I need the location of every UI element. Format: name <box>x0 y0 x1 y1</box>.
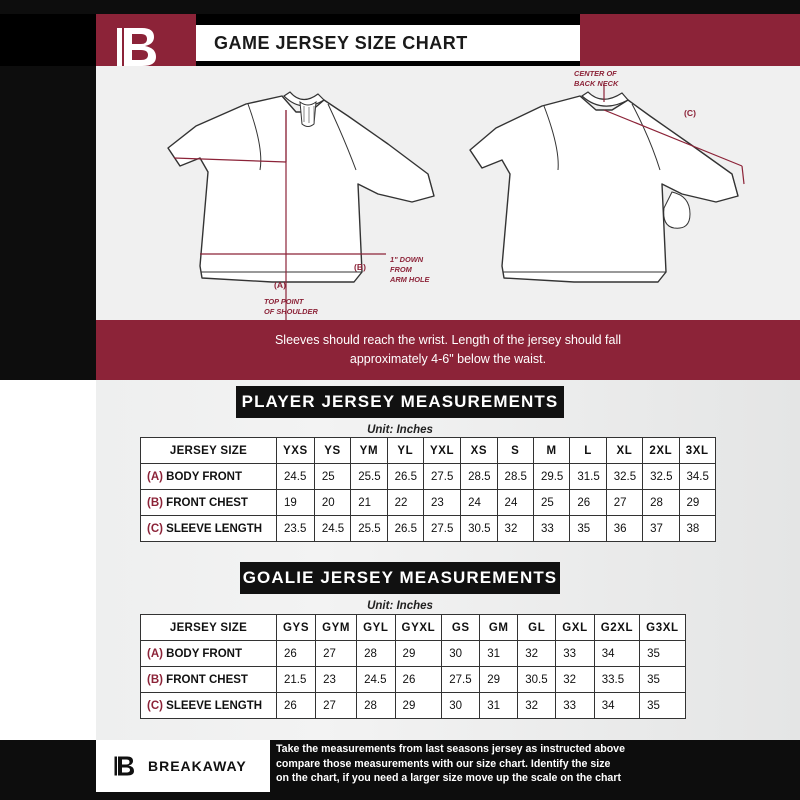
fit-note-line-1: Sleeves should reach the wrist. Length of the jersey should fall <box>274 333 622 347</box>
measurement-cell: 26 <box>277 693 316 719</box>
size-column-header: GYS <box>277 615 316 641</box>
table-row <box>141 693 686 719</box>
footer-instructions-line-1: Take the measurements from last seasons jersey as instructed above <box>276 743 625 755</box>
size-column-header: GYL <box>357 615 395 641</box>
measurement-cell: 32 <box>518 693 556 719</box>
label-a-line2: OF SHOULDER <box>264 307 318 316</box>
breakaway-b-logo-icon <box>112 24 172 70</box>
breakaway-b-logo-icon <box>112 751 142 781</box>
measurement-cell: 30.5 <box>461 516 497 542</box>
table-header-row <box>141 438 716 464</box>
measurement-cell: 28.5 <box>461 464 497 490</box>
measurement-cell: 29 <box>395 693 442 719</box>
measurement-cell: 26 <box>277 641 316 667</box>
measurement-cell: 29 <box>480 667 518 693</box>
size-column-header: YM <box>351 438 387 464</box>
size-column-header: YS <box>314 438 350 464</box>
measurement-cell: 30.5 <box>518 667 556 693</box>
measurement-cell: 24.5 <box>314 516 350 542</box>
measurement-cell: 25.5 <box>351 516 387 542</box>
measurement-cell: 33 <box>533 516 569 542</box>
table-row <box>141 464 716 490</box>
measurement-tag: (A) <box>147 647 167 660</box>
player-measurements-table <box>140 437 716 542</box>
measurement-cell: 28 <box>643 490 679 516</box>
back-jersey-illustration <box>470 69 744 282</box>
measurement-cell: 31.5 <box>570 464 606 490</box>
fit-note-bar <box>96 320 800 380</box>
table-row <box>141 667 686 693</box>
footer-instructions-line-3: on the chart, if you need a larger size move up the scale on the chart <box>276 772 621 785</box>
measurement-cell: 37 <box>643 516 679 542</box>
measurement-row-label: (B) FRONT CHEST <box>141 667 277 693</box>
label-a-tag: (A) <box>274 280 286 290</box>
measurement-cell: 32 <box>497 516 533 542</box>
size-column-header: GL <box>518 615 556 641</box>
measurement-row-label: (C) SLEEVE LENGTH <box>141 516 277 542</box>
measurement-cell: 25.5 <box>351 464 387 490</box>
measurement-cell: 32 <box>518 641 556 667</box>
measurement-cell: 26.5 <box>387 464 423 490</box>
measurement-cell: 29 <box>679 490 715 516</box>
size-column-header: 2XL <box>643 438 679 464</box>
size-column-header: YXL <box>423 438 460 464</box>
measurement-cell: 21 <box>351 490 387 516</box>
measurement-cell: 33 <box>556 641 594 667</box>
table-row <box>141 490 716 516</box>
measurement-cell: 30 <box>442 693 480 719</box>
measurement-cell: 32.5 <box>643 464 679 490</box>
table-row <box>141 641 686 667</box>
size-column-header: YXS <box>277 438 315 464</box>
measurement-cell: 35 <box>640 641 685 667</box>
measurement-cell: 28.5 <box>497 464 533 490</box>
measurement-cell: 24 <box>461 490 497 516</box>
goalie-unit-label: Unit: Inches <box>367 600 433 612</box>
measurement-cell: 38 <box>679 516 715 542</box>
measurement-cell: 24.5 <box>277 464 315 490</box>
size-column-header: G3XL <box>640 615 685 641</box>
measurement-cell: 35 <box>640 667 685 693</box>
player-section-banner-label: PLAYER JERSEY MEASUREMENTS <box>241 392 559 411</box>
fit-note-line-2: approximately 4-6" below the waist. <box>349 352 547 366</box>
footer-instructions-line-2: compare those measurements with our size chart. Identify the size <box>276 757 611 770</box>
label-c-line1: CENTER OF <box>574 69 617 78</box>
measurement-cell: 19 <box>277 490 315 516</box>
measurement-cell: 27.5 <box>442 667 480 693</box>
measurement-cell: 27.5 <box>423 516 460 542</box>
measurement-cell: 34.5 <box>679 464 715 490</box>
measurement-row-label: (A) BODY FRONT <box>141 641 277 667</box>
measurement-cell: 26 <box>395 667 442 693</box>
measurement-cell: 20 <box>314 490 350 516</box>
measurement-cell: 34 <box>594 693 639 719</box>
measurement-cell: 26 <box>570 490 606 516</box>
measurement-cell: 34 <box>594 641 639 667</box>
measurement-cell: 29 <box>395 641 442 667</box>
measurement-cell: 32.5 <box>606 464 642 490</box>
player-unit-label: Unit: Inches <box>367 424 433 436</box>
label-b-line1: 1" DOWN <box>390 255 424 264</box>
measurement-cell: 28 <box>357 641 395 667</box>
measurement-cell: 35 <box>640 693 685 719</box>
measurement-cell: 24 <box>497 490 533 516</box>
jersey-size-header: JERSEY SIZE <box>141 615 277 641</box>
measurement-cell: 23 <box>423 490 460 516</box>
footer-instructions <box>276 742 706 786</box>
size-column-header: S <box>497 438 533 464</box>
goalie-section-banner <box>240 562 560 594</box>
size-column-header: L <box>570 438 606 464</box>
table-row <box>141 516 716 542</box>
measurement-cell: 23 <box>316 667 357 693</box>
size-column-header: GYM <box>316 615 357 641</box>
size-column-header: GXL <box>556 615 594 641</box>
measurement-row-label: (B) FRONT CHEST <box>141 490 277 516</box>
label-c-tag: (C) <box>684 108 696 118</box>
measurement-cell: 25 <box>533 490 569 516</box>
measurement-cell: 33 <box>556 693 594 719</box>
size-column-header: 3XL <box>679 438 715 464</box>
size-column-header: GYXL <box>395 615 442 641</box>
footer-logo-box <box>96 740 270 792</box>
goalie-measurements-table <box>140 614 686 719</box>
size-column-header: GS <box>442 615 480 641</box>
measurement-row-label: (C) SLEEVE LENGTH <box>141 693 277 719</box>
measurement-tag: (B) <box>147 496 167 509</box>
measurement-cell: 22 <box>387 490 423 516</box>
size-column-header: GM <box>480 615 518 641</box>
size-column-header: M <box>533 438 569 464</box>
measurement-cell: 36 <box>606 516 642 542</box>
diagram-left-strip <box>0 66 96 320</box>
measurement-cell: 31 <box>480 641 518 667</box>
measurement-row-label: (A) BODY FRONT <box>141 464 277 490</box>
measurement-cell: 27 <box>316 693 357 719</box>
measurement-cell: 26.5 <box>387 516 423 542</box>
measurement-cell: 21.5 <box>277 667 316 693</box>
front-jersey-illustration <box>168 92 434 320</box>
measurement-cell: 29.5 <box>533 464 569 490</box>
measurement-cell: 23.5 <box>277 516 315 542</box>
size-column-header: YL <box>387 438 423 464</box>
label-b-line3: ARM HOLE <box>390 275 430 284</box>
jersey-illustrations <box>96 66 800 320</box>
measurement-cell: 27 <box>316 641 357 667</box>
label-b-tag: (B) <box>354 262 366 272</box>
measurement-tag: (B) <box>147 673 167 686</box>
size-column-header: G2XL <box>594 615 639 641</box>
footer-brand-label: BREAKAWAY <box>148 758 247 774</box>
size-column-header: XL <box>606 438 642 464</box>
note-left-strip <box>0 320 96 380</box>
size-column-header: XS <box>461 438 497 464</box>
measurement-cell: 31 <box>480 693 518 719</box>
header-accent-right <box>580 14 800 66</box>
measurement-tag: (C) <box>147 522 167 535</box>
player-section-banner <box>236 386 564 418</box>
header-title-box <box>196 25 580 61</box>
measurement-tag: (C) <box>147 699 167 712</box>
table-header-row <box>141 615 686 641</box>
jersey-diagram-area <box>96 66 800 320</box>
label-a-line1: TOP POINT <box>264 297 304 306</box>
measurement-cell: 27.5 <box>423 464 460 490</box>
measurement-cell: 28 <box>357 693 395 719</box>
label-b-line2: FROM <box>390 265 412 274</box>
measurement-tag: (A) <box>147 470 167 483</box>
label-c-line2: BACK NECK <box>574 79 619 88</box>
measurement-cell: 24.5 <box>357 667 395 693</box>
measurement-cell: 30 <box>442 641 480 667</box>
measurement-cell: 27 <box>606 490 642 516</box>
goalie-section-banner-label: GOALIE JERSEY MEASUREMENTS <box>242 568 558 587</box>
measurement-cell: 33.5 <box>594 667 639 693</box>
measurement-cell: 25 <box>314 464 350 490</box>
page-title: GAME JERSEY SIZE CHART <box>214 32 468 53</box>
measurement-cell: 35 <box>570 516 606 542</box>
jersey-size-header: JERSEY SIZE <box>141 438 277 464</box>
measurement-cell: 32 <box>556 667 594 693</box>
